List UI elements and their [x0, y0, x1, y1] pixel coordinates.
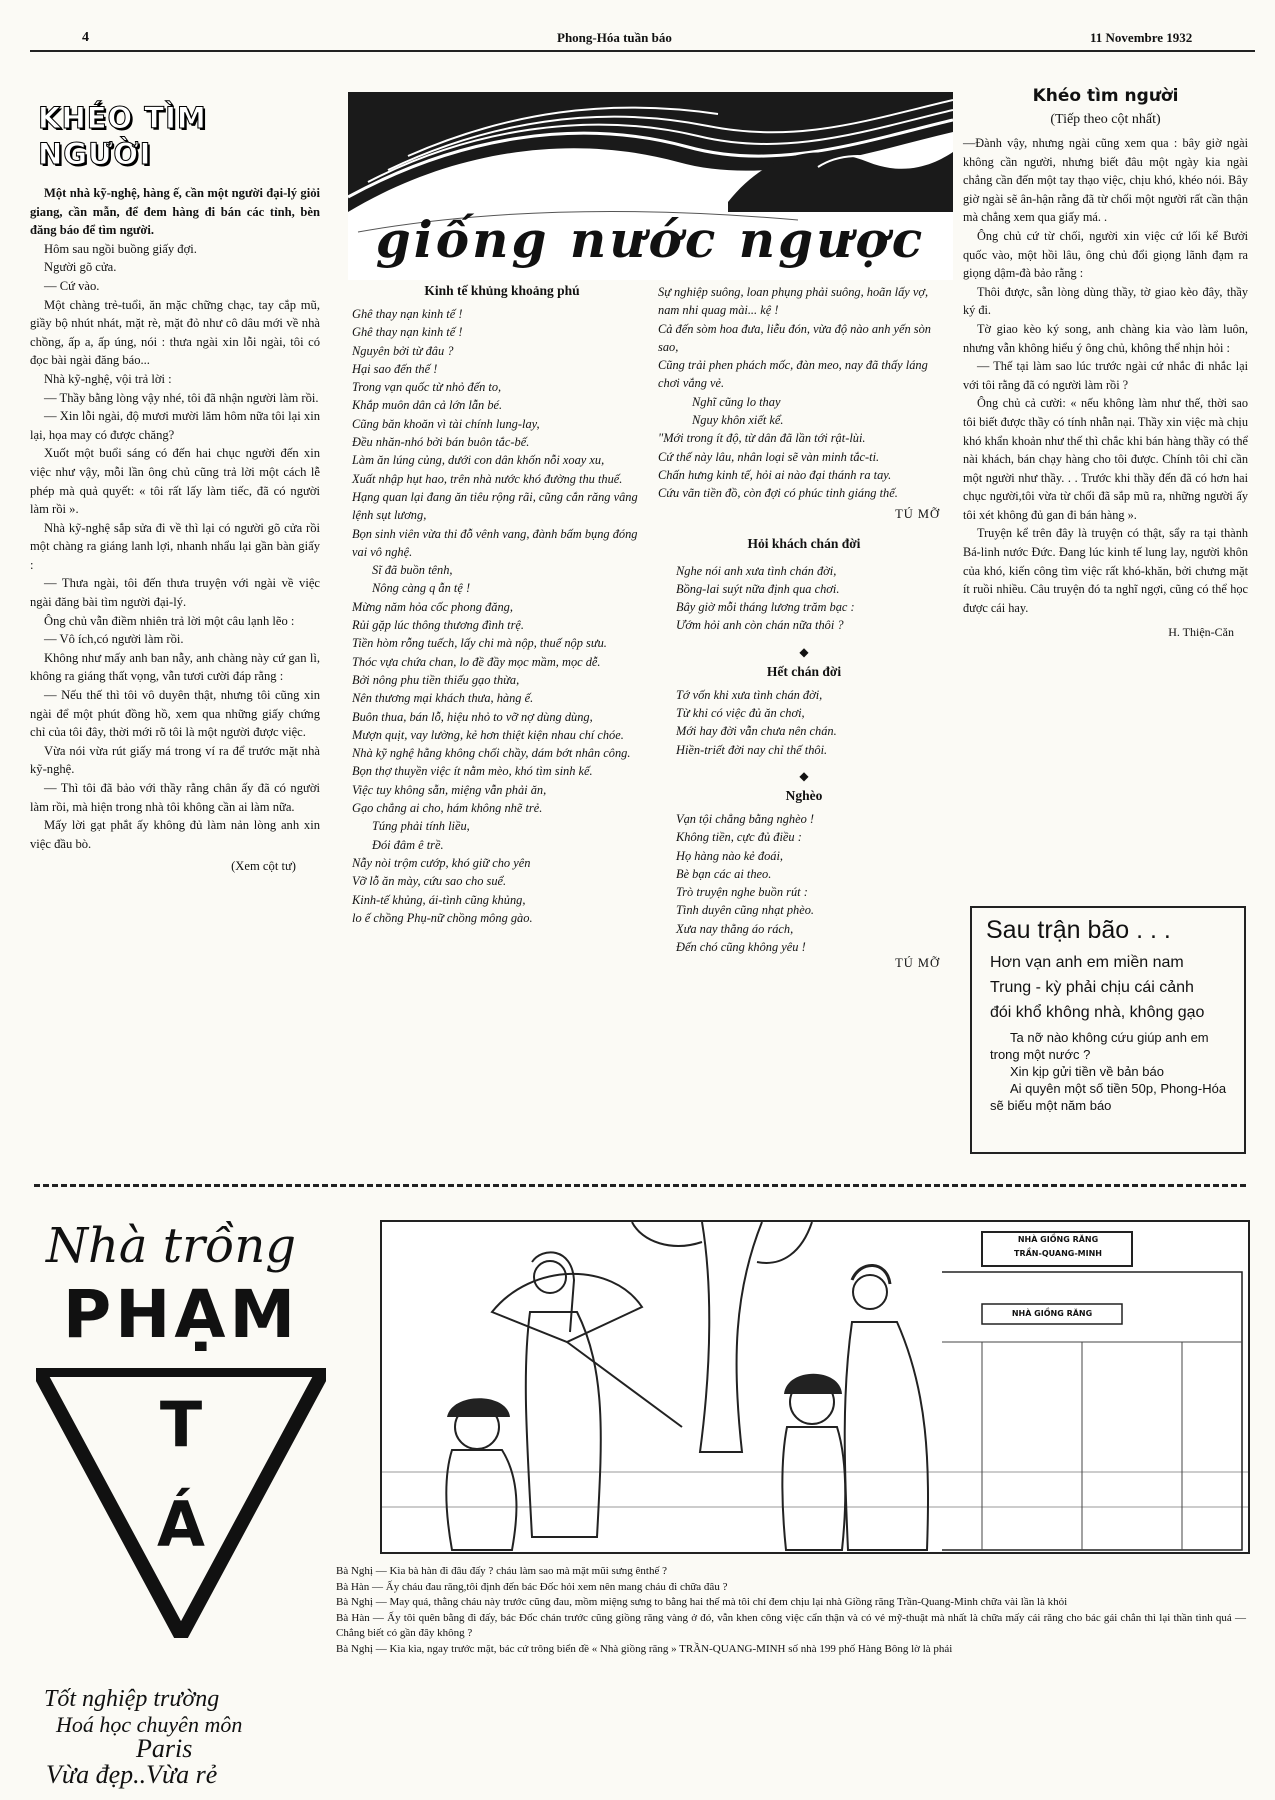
verse-line: Mới hay đời vẫn chưa nên chán.: [676, 724, 837, 739]
verse-line: Nguyên bởi từ đâu ?: [352, 343, 454, 358]
article-left-body: [30, 184, 320, 876]
poem-title: Kinh tế khủng khoảng phú: [424, 283, 580, 298]
verse-line: Ghê thay nạn kinh tế !: [352, 307, 463, 321]
paragraph: — Vô ích,có người làm rồi.: [44, 632, 184, 647]
paragraph: Tờ giao kèo ký song, anh chàng kia vào làm luôn, nhưng vẫn không hiểu ý ông chủ, không thể nhịn hỏi :: [963, 321, 1248, 355]
paragraph: Xuốt một buổi sáng có đến hai chục người đến xin việc như vậy, mỗi lần ông chủ cũng trả lời một cách lễ phép mà quả quyết: « tôi rất lấy làm tiếc, đã có người làm rồi ».: [30, 446, 320, 517]
caption-line: Bà Nghị — Kìa kìa, ngay trước mặt, bác cứ trông biển đề « Nhà giồng răng » TRẦN-QUANG-MINH số nhà 199 phố Hàng Bông lờ là phải: [336, 1642, 953, 1655]
poem-column-2: [658, 283, 950, 971]
article-left: [30, 100, 328, 876]
section-banner: [348, 92, 953, 280]
caption-line: Bà Hàn — Ấy cháu đau răng,tôi định đến bác Đốc hỏi xem nên mang cháu đi chữa đâu ?: [336, 1580, 728, 1593]
verse-line: Họ hàng nào kẻ đoái,: [676, 848, 784, 863]
verse-line: Khắp muôn dân cả lớn lẫn bé.: [352, 398, 503, 413]
paragraph: Một nhà kỹ-nghệ, hàng ế, cần một người đại-lý giỏi giang, cần mẫn, để đem hàng đi bán các tỉnh, bèn đăng báo để tìm người.: [30, 186, 320, 238]
verse-line: Đều nhăn-nhó bởi bán buôn tắc-bế.: [352, 435, 530, 450]
signature: TÚ MỠ: [895, 506, 940, 521]
verse-line: Sự nghiệp suông, loan phụng phải suông, hoãn lấy vợ, nam nhi quag mài... kệ !: [658, 285, 929, 318]
verse-line: Buôn thua, bán lỗ, hiệu nhỏ to vỡ nợ dùng dùng,: [352, 709, 593, 724]
paragraph: Không như mấy anh ban nẫy, anh chàng này cứ gan lì, không ra giáng thất vọng, vẫn tươi cười đáp rằng :: [30, 650, 320, 684]
verse-line: Cứu vãn tiền đồ, còn đợi có phúc tinh giáng thế.: [658, 486, 898, 501]
verse-line: Chấn hưng kinh tế, hỏi ai nào đại thánh ra tay.: [658, 467, 892, 482]
paragraph: — Thế tại làm sao lúc trước ngài cứ nhắc đi nhắc lại với tôi rằng đã có người làm rồi ?: [963, 359, 1248, 392]
paragraph: — Thầy bằng lòng vậy nhé, tôi đã nhận người làm rồi.: [44, 390, 319, 405]
paragraph: Vừa nói vừa rút giấy má trong ví ra để trước mặt nhà kỹ-nghệ.: [30, 743, 320, 777]
paragraph: — Cứ vào.: [44, 278, 100, 293]
notice-line: Trung - kỳ phải chịu cái cảnh: [990, 979, 1194, 996]
poem-title: Nghèo: [785, 787, 823, 803]
article-right: [963, 86, 1248, 642]
verse-line: Bởi nông phu tiền thiếu gạo thừa,: [352, 672, 520, 687]
shop-sign: NHÀ GIỒNG RĂNG: [1011, 1309, 1093, 1318]
verse-line: Hiền-triết đời nay chỉ thế thôi.: [676, 742, 828, 757]
paragraph: Một chàng trẻ-tuổi, ăn mặc chững chạc, tay cắp mũ, giầy bộ nhút nhát, mặt rè, mặt đỏ như cô dâu mới về nhà chồng, ấp a, ấp úng, nói : thưa ngài xin lỗi ngài, tôi có đọc bài ngài đăng báo...: [30, 297, 320, 368]
verse-line: Sĩ đã buồn tênh,: [372, 563, 453, 578]
advert-name-line3: Á: [157, 1488, 205, 1561]
article-left-title: KHÉO TÌM NGƯỜI: [38, 101, 207, 171]
verse-line: Vạn tội chẳng bằng nghèo !: [676, 811, 814, 826]
verse-line: Không tiền, cực đủ điều :: [676, 830, 802, 845]
verse-line: Thóc vựa chứa chan, lo đề đầy mọc mầm, mọc dễ.: [352, 654, 601, 669]
verse-line: Nhà kỹ nghệ hằng không chối chầy, dám bớt nhân công.: [352, 746, 631, 761]
paragraph: Ông chủ vẫn điềm nhiên trả lời một câu lạnh lẽo :: [44, 613, 295, 628]
verse-line: Ướm hỏi anh còn chán nữa thôi ?: [676, 618, 844, 633]
verse-line: Mừng năm hỏa cốc phong đăng,: [352, 599, 513, 614]
notice-body: Ai quyên một số tiền 50p, Phong-Hóa sẽ biếu một năm báo: [990, 1081, 1227, 1113]
verse-line: Trò truyện nghe buồn rút :: [676, 885, 808, 900]
notice-line: đói khổ không nhà, không gạo: [990, 1004, 1205, 1021]
paragraph: Thôi được, sẵn lòng dùng thầy, tờ giao kèo đây, thầy ký đi.: [963, 284, 1248, 318]
shop-sign-line: TRẦN-QUANG-MINH: [1014, 1249, 1102, 1258]
verse-line: Cả đến sòm hoa đưa, liễu đón, vừa độ nào anh yến sòn sao,: [658, 321, 932, 354]
verse-line: Trong vạn quốc từ nhỏ đến to,: [352, 380, 502, 395]
verse-line: Đói đâm ê trề.: [372, 837, 444, 852]
paragraph: — Nếu thế thì tôi vô duyên thật, nhưng tôi cũng xin ngài để một phút đồng hồ, xem qua những giấy chứng chỉ của tôi đây, thời mới rõ tôi là một người được việc.: [30, 688, 320, 740]
paragraph: Ông chủ cứ từ chối, người xin việc cứ lối kể Bưởi quốc vào, một hồi lâu, ông chủ đổi giọng lãnh đạm ra giọng dậm-đà bảo rằng :: [963, 228, 1248, 281]
verse-line: Gạo chẳng ai cho, hám không nhẽ trẻ.: [352, 801, 543, 816]
verse-line: Vỡ lỗ ăn mày, cứu sao cho suể.: [352, 874, 507, 889]
paragraph: — Xin lỗi ngài, độ mươi mười lăm hôm nữa tôi lại xin lại, họa may có được chăng?: [30, 409, 320, 442]
verse-line: Bây giờ mỗi tháng lương trăm bạc :: [676, 600, 855, 615]
paragraph: Người gõ cửa.: [44, 260, 117, 275]
paragraph: Ông chủ cả cười: « nếu không làm như thế, thời sao tôi biết được thầy có tính nhẫn nại. Thầy xin việc mà chịu khó khẩn khoản như thế thì chắc khi bán hàng thầy có thể nài khách, bán chạy hàng cho tôi được. Chính tôi chỉ cần một người như thầy. . . Trước khi thầy đến đã có hơn hai chục người,tôi vừa từ chối đã sắp mũ ra, những người ấy tôi xét không đủ gan đi bán hàng ».: [963, 396, 1248, 522]
verse-line: Tớ vốn khi xưa tình chán đời,: [676, 687, 823, 702]
verse-line: Cũng trải phen phách mốc, đàn meo, nay đã thấy láng chơi vắng vẻ.: [658, 358, 928, 391]
verse-line: Việc tuy không sẵn, miệng vẫn phải ăn,: [352, 782, 547, 797]
poem-title: Hết chán đời: [766, 663, 842, 679]
verse-line: Nghe nói anh xưa tình chán đời,: [676, 563, 837, 578]
paragraph: —Đành vậy, nhưng ngài cũng xem qua : bây giờ ngài không cần người, nhưng biết đâu một ngày kia ngài chẳng cần đến một tay thạo việc, chịu khó, khéo nói. Bây giờ ngài sẽ ân-hận rằng đã từ chối một người rất cần thận mà chẳng xem qua giấy má. .: [963, 136, 1248, 225]
verse-line: Tình duyên cũng nhạt phèo.: [676, 903, 814, 918]
paragraph: Hôm sau ngồi buồng giấy đợi.: [44, 241, 197, 256]
verse-line: Nghĩ cũng lo thay: [692, 394, 781, 409]
advert-name-line2: T: [159, 1388, 203, 1461]
signature: H. Thiện-Căn: [1168, 625, 1234, 640]
verse-line: Nông càng q ẫn tệ !: [372, 581, 471, 596]
advert-name-line1: PHẠM: [62, 1276, 300, 1353]
verse-line: Hại sao đến thế !: [352, 361, 438, 376]
verse-line: Cũng băn khoăn vì tài chính lung-lay,: [352, 416, 540, 431]
poem-title: Hỏi khách chán đời: [747, 535, 861, 551]
paragraph: Mấy lời gạt phắt ấy không đủ làm nản lòng anh xin việc đầu bò.: [30, 818, 320, 851]
section-banner-title: giống nước ngược: [375, 210, 926, 269]
signature: TÚ MỠ: [895, 956, 940, 971]
page-number: 4: [82, 30, 89, 45]
verse-line: Bọn thợ thuyền việc ít nằm mèo, khó tìm sinh kế.: [352, 764, 593, 779]
advert-tagline: Vừa đẹp..Vừa rẻ: [46, 1760, 218, 1789]
diamond-ornament-icon: ◆: [799, 768, 809, 783]
advert-tagline: Paris: [136, 1734, 193, 1763]
cartoon-caption: [336, 1564, 1246, 1658]
verse-line: Mượn quịt, vay lường, kẻ hơn thiệt kiện nhau chí chóe.: [352, 727, 624, 742]
verse-line: Xuất nhập hụt hao, trên nhà nước khó đường thu thuế.: [352, 471, 623, 486]
section-divider: [34, 1184, 1246, 1187]
article-right-subtitle: (Tiếp theo cột nhất): [1050, 112, 1161, 127]
paragraph: — Thì tôi đã bảo với thầy rằng chân ấy đã có người làm rồi, mà hiện trong nhà tôi không cần ai làm nữa.: [30, 781, 320, 814]
advert-tagline: Hoá học chuyên môn: [56, 1712, 243, 1737]
verse-line: Ghê thay nạn kinh tế !: [352, 325, 463, 340]
notice-body: Xin kịp gửi tiền về bản báo: [1010, 1064, 1164, 1079]
verse-line: Bồng-lai suýt nữa định qua chơi.: [676, 581, 840, 596]
poem-kinh-te-col1: [352, 283, 652, 927]
advert-script-title: Nhà trồng: [46, 1218, 297, 1274]
advertisement: [36, 1218, 326, 1788]
verse-line: Làm ăn lúng củng, dưới con dân khốn nỗi xoay xu,: [352, 453, 605, 468]
verse-line: Xưa nay thằng áo rách,: [676, 921, 794, 936]
header-bar: [30, 22, 1255, 52]
notice-line: Hơn vạn anh em miền nam: [990, 954, 1184, 971]
verse-line: lo ế chồng Phụ-nữ chồng mông gào.: [352, 910, 533, 925]
verse-line: Đến chó cũng không yêu !: [676, 940, 806, 955]
advert-tagline: Tốt nghiệp trường: [44, 1686, 220, 1712]
continued-note: (Xem cột tư): [231, 859, 296, 874]
shop-sign-line: NHÀ GIỒNG RĂNG: [1017, 1235, 1099, 1244]
verse-line: Hạng quan lại đang ăn tiêu rộng rãi, cũng cắn răng vâng lệnh sụt lương,: [352, 489, 638, 523]
verse-line: Nguy khôn xiết kể.: [692, 413, 784, 428]
notice-title: Sau trận bão . . .: [986, 916, 1171, 944]
verse-line: "Mới trong ít độ, từ dân đã lần tới rật-lùi.: [658, 431, 866, 446]
diamond-ornament-icon: ◆: [799, 644, 809, 659]
notice-body: Ta nỡ nào không cứu giúp anh em trong một nước ?: [990, 1030, 1209, 1062]
verse-line: Từ khi có việc đủ ăn chơi,: [676, 706, 805, 721]
verse-line: Nẫy nòi trộm cướp, khó giữ cho yên: [352, 855, 531, 870]
verse-line: Cứ thế này lâu, nhân loại sẽ vàn minh tắc-ti.: [658, 449, 880, 464]
issue-date: 11 Novembre 1932: [1090, 30, 1193, 45]
verse-line: Nên thương mại khách thưa, hàng ế.: [352, 691, 534, 706]
caption-line: Bà Hàn — Ấy tôi quên bằng đi đấy, bác Đốc chán trước cũng giồng răng vàng ở đó, vẫn khen công việc cẩn thận và có vẻ mỹ-thuật mà nhất là chữa mấy cái răng cho bác gái chẳn thì lại thần tình quá — Chẳng biết có gần đây không ?: [336, 1611, 1246, 1640]
caption-line: Bà Nghị — Kìa bà hàn đi đâu đấy ? cháu làm sao mà mặt mũi sưng ênthế ?: [336, 1565, 667, 1577]
verse-line: Kinh-tế khủng, ái-tình cũng khủng,: [352, 892, 526, 907]
paragraph: — Thưa ngài, tôi đến thưa truyện với ngài về việc ngài đăng bài tìm người đại-lý.: [30, 576, 320, 610]
newspaper-name: Phong-Hóa tuần báo: [557, 30, 672, 45]
cartoon-drawing: [382, 1222, 1248, 1552]
verse-line: Tiền hòm rỗng tuếch, lấy chi mà nộp, thuế nộp sưu.: [352, 636, 607, 651]
verse-line: Bè bạn các ai theo.: [676, 866, 772, 881]
paragraph: Nhà kỹ-nghệ sắp sửa đi về thì lại có người gõ cửa rồi một chàng ra giáng lanh lợi, nhanh nhẩu lại gần bàn giấy :: [30, 520, 320, 572]
cartoon-panel: [380, 1220, 1250, 1554]
caption-line: Bà Nghị — May quá, thằng cháu này trước cũng đau, mồm miệng sưng to bằng hai thế mà tôi chỉ đem chịu lại nhà Giồng răng Trần-Quang-Minh chữa vài lần là khỏi: [336, 1596, 1068, 1609]
verse-line: Rủi gặp lúc thông thương đình trệ.: [352, 618, 525, 633]
notice-box: [970, 906, 1246, 1154]
article-right-title: Khéo tìm người: [1032, 86, 1179, 106]
paragraph: Nhà kỹ-nghệ, vội trả lời :: [44, 371, 172, 386]
verse-line: Túng phải tính liều,: [372, 819, 470, 834]
paragraph: Truyện kể trên đây là truyện có thật, sẩy ra tại thành Bá-linh nước Đức. Đang lúc kinh tế lung lay, người khôn của khó, kiến công tìm việc rất khó-khăn, bởi chưng mặt ít ruồi nhiều. Câu truyện đó ta nghĩ ngợi, cũng có thể học được cái hay.: [963, 526, 1248, 615]
verse-line: Bọn sinh viên vừa thi đỗ vênh vang, đành bấm bụng đóng vai vô nghệ.: [352, 526, 638, 559]
